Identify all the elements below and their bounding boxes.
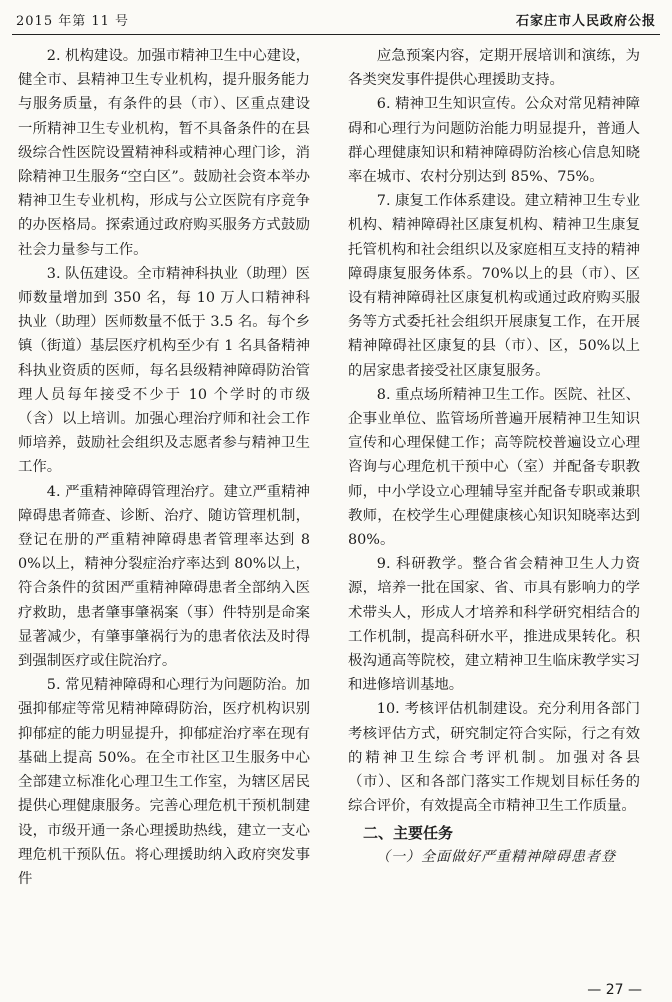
paragraph-key-places: 8. 重点场所精神卫生工作。医院、社区、企事业单位、监管场所普遍开展精神卫生知识宣传和心理保健工作；高等院校普遍设立心理咨询与心理危机干预中心（室）并配备专职教师，中小学设立心理辅导室并配备专职或兼职教师，在校学生心理健康核心知识知晓率达到 80%。 xyxy=(348,386,640,549)
paragraph-common-disorder: 5. 常见精神障碍和心理行为问题防治。加强抑郁症等常见精神障碍防治，医疗机构识别抑郁症的能力明显提升，抑郁症治疗率在现有基础上提高 50%。在全市社区卫生服务中心全部建立标准化心理卫生工作室，为辖区居民提供心理健康服务。完善心理危机干预机制建设，市级开通一条心理援助热线，建立一支心理危机干预队伍。将心理援助纳入政府突发事件 xyxy=(18,677,310,887)
paragraph-institution: 2. 机构建设。加强市精神卫生中心建设，健全市、县精神卫生专业机构，提升服务能力与服务质量，有条件的县（市）、区重点建设一所精神卫生专业机构，暂不具备条件的在县级综合性医院设置精神科或精神心理门诊，消除精神卫生服务“空白区”。鼓励社会资本举办精神卫生专业机构，形成与公立医院有序竞争的办医格局。探索通过政府购买服务方式鼓励社会力量参与工作。 xyxy=(18,48,310,258)
paragraph-severe-disorder: 4. 严重精神障碍管理治疗。建立严重精神障碍患者筛查、诊断、治疗、随访管理机制，登记在册的严重精神障碍患者管理率达到 80%以上，精神分裂症治疗率达到 80%以上，符合条件的贫困严重精神障碍患者全部纳入医疗救助，患者肇事肇祸案（事）件特别是命案显著减少，有肇事肇祸行为的患者依法及时得到强制医疗或住院治疗。 xyxy=(18,483,310,670)
paragraph-publicity: 6. 精神卫生知识宣传。公众对常见精神障碍和心理行为问题防治能力明显提升，普通人群心理健康知识和精神障碍防治核心信息知晓率在城市、农村分别达到 85%、75%。 xyxy=(348,96,640,186)
publication-title: 石家庄市人民政府公报 xyxy=(515,14,656,29)
paragraph-evaluation: 10. 考核评估机制建设。充分利用各部门考核评估方式，研究制定符合实际，行之有效的精神卫生综合考评机制。加强对各县（市）、区和各部门落实工作规划目标任务的综合评价，有效提高全市精神卫生工作质量。 xyxy=(348,701,640,815)
paragraph-research: 9. 科研教学。整合省会精神卫生人力资源，培养一批在国家、省、市具有影响力的学术带头人，形成人才培养和科学研究相结合的工作机制，提高科研水平，推进成果转化。积极沟通高等院校，建立精神卫生临床教学实习和进修培训基地。 xyxy=(348,556,640,694)
subsection-heading: （一）全面做好严重精神障碍患者登 xyxy=(376,848,616,865)
page-header xyxy=(12,4,660,35)
paragraph-staffing: 3. 队伍建设。全市精神科执业（助理）医师数量增加到 350 名，每 10 万人口精神科执业（助理）医师数量不低于 3.5 名。每个乡镇（街道）基层医疗机构至少有 1 名具备精神科执业资质的医师，每名县级精神障碍防治管理人员每年接受不少于 10 个学时的市级（含）以上培训。加强心理治疗师和社会工作师培养，鼓励社会组织及志愿者参与精神卫生工作。 xyxy=(18,265,310,476)
paragraph-continuation: 应急预案内容，定期开展培训和演练，为各类突发事件提供心理援助支持。 xyxy=(348,48,640,89)
issue-label: 2015 年第 11 号 xyxy=(16,14,130,29)
section-heading: 二、主要任务 xyxy=(363,823,454,842)
paragraph-rehabilitation: 7. 康复工作体系建设。建立精神卫生专业机构、精神障碍社区康复机构、精神卫生康复托管机构和社会组织以及家庭相互支持的精神障碍康复服务体系。70%以上的县（市）、区设有精神障碍社区康复机构或通过政府购买服务等方式委托社会组织开展康复工作，在开展精神障碍社区康复的县（市）、区，50%以上的居家患者接受社区康复服务。 xyxy=(348,193,640,379)
right-column xyxy=(348,44,640,869)
page-number: — 27 — xyxy=(587,982,642,998)
left-column xyxy=(18,44,310,891)
